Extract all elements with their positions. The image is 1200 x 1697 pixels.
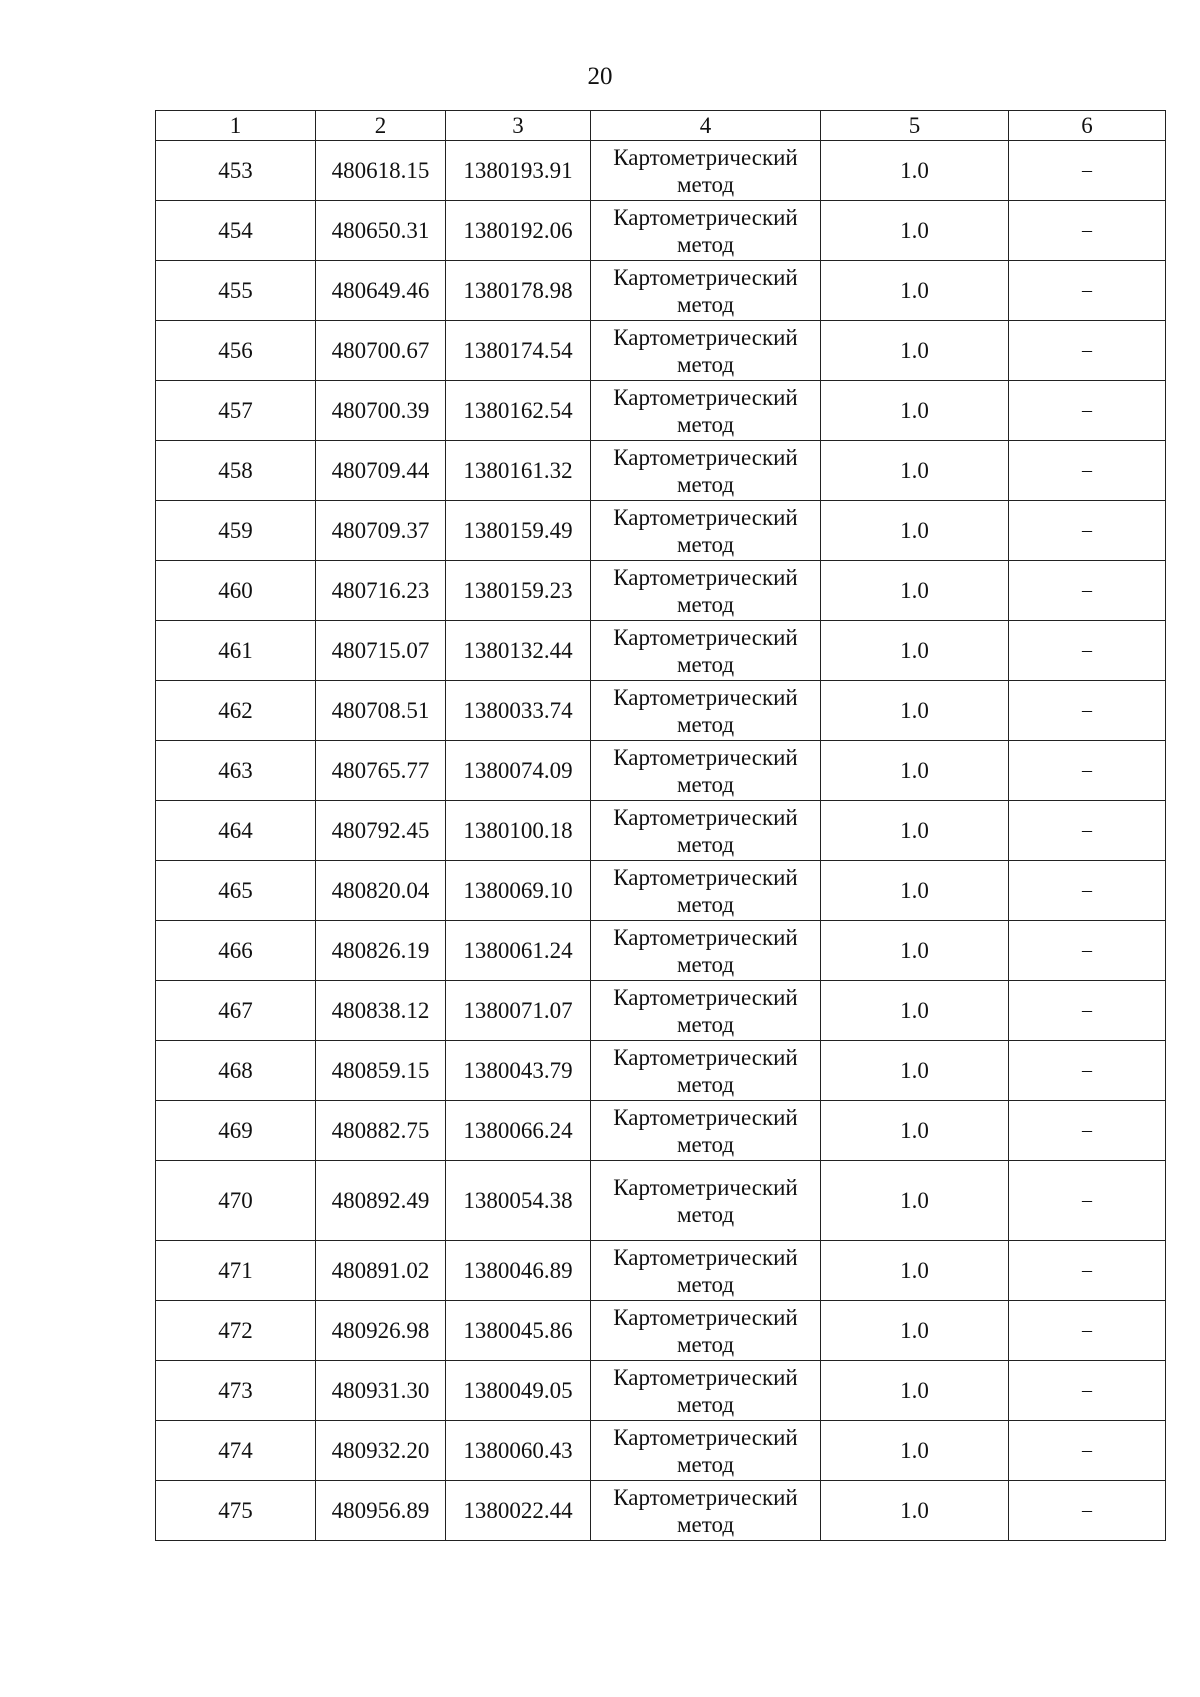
y-coordinate-cell: 1380132.44 [446, 621, 591, 681]
x-coordinate-cell: 480931.30 [316, 1361, 446, 1421]
table-row [156, 681, 1166, 741]
note-cell: – [1009, 141, 1166, 201]
method-cell: Картометрический метод [591, 801, 821, 861]
point-number-cell: 468 [156, 1041, 316, 1101]
x-coordinate-cell: 480618.15 [316, 141, 446, 201]
table-row [156, 561, 1166, 621]
column-header: 6 [1009, 111, 1166, 141]
note-cell: – [1009, 201, 1166, 261]
note-cell: – [1009, 381, 1166, 441]
y-coordinate-cell: 1380162.54 [446, 381, 591, 441]
y-coordinate-cell: 1380193.91 [446, 141, 591, 201]
table-row [156, 441, 1166, 501]
note-cell: – [1009, 1101, 1166, 1161]
x-coordinate-cell: 480838.12 [316, 981, 446, 1041]
table-row [156, 381, 1166, 441]
note-cell: – [1009, 1301, 1166, 1361]
column-header: 5 [821, 111, 1009, 141]
note-cell: – [1009, 441, 1166, 501]
point-number-cell: 464 [156, 801, 316, 861]
method-cell: Картометрический метод [591, 921, 821, 981]
column-header: 1 [156, 111, 316, 141]
table-row [156, 321, 1166, 381]
method-cell: Картометрический метод [591, 981, 821, 1041]
method-cell: Картометрический метод [591, 621, 821, 681]
note-cell: – [1009, 1161, 1166, 1241]
method-cell: Картометрический метод [591, 381, 821, 441]
x-coordinate-cell: 480649.46 [316, 261, 446, 321]
table-row [156, 921, 1166, 981]
accuracy-cell: 1.0 [821, 621, 1009, 681]
y-coordinate-cell: 1380071.07 [446, 981, 591, 1041]
point-number-cell: 457 [156, 381, 316, 441]
table-row [156, 201, 1166, 261]
note-cell: – [1009, 1041, 1166, 1101]
table-row [156, 861, 1166, 921]
method-cell: Картометрический метод [591, 1301, 821, 1361]
table-row [156, 621, 1166, 681]
method-cell: Картометрический метод [591, 1361, 821, 1421]
accuracy-cell: 1.0 [821, 141, 1009, 201]
table-row [156, 801, 1166, 861]
point-number-cell: 473 [156, 1361, 316, 1421]
coordinates-table [155, 110, 1166, 1541]
accuracy-cell: 1.0 [821, 981, 1009, 1041]
method-cell: Картометрический метод [591, 741, 821, 801]
table-row [156, 1481, 1166, 1541]
x-coordinate-cell: 480716.23 [316, 561, 446, 621]
table-row [156, 1361, 1166, 1421]
table-header-row [156, 111, 1166, 141]
x-coordinate-cell: 480700.39 [316, 381, 446, 441]
column-header: 3 [446, 111, 591, 141]
accuracy-cell: 1.0 [821, 381, 1009, 441]
note-cell: – [1009, 1421, 1166, 1481]
accuracy-cell: 1.0 [821, 1041, 1009, 1101]
point-number-cell: 472 [156, 1301, 316, 1361]
accuracy-cell: 1.0 [821, 681, 1009, 741]
method-cell: Картометрический метод [591, 1421, 821, 1481]
method-cell: Картометрический метод [591, 1481, 821, 1541]
note-cell: – [1009, 1481, 1166, 1541]
y-coordinate-cell: 1380049.05 [446, 1361, 591, 1421]
accuracy-cell: 1.0 [821, 1241, 1009, 1301]
point-number-cell: 470 [156, 1161, 316, 1241]
note-cell: – [1009, 861, 1166, 921]
x-coordinate-cell: 480932.20 [316, 1421, 446, 1481]
y-coordinate-cell: 1380159.49 [446, 501, 591, 561]
method-cell: Картометрический метод [591, 441, 821, 501]
y-coordinate-cell: 1380061.24 [446, 921, 591, 981]
point-number-cell: 458 [156, 441, 316, 501]
x-coordinate-cell: 480859.15 [316, 1041, 446, 1101]
point-number-cell: 471 [156, 1241, 316, 1301]
note-cell: – [1009, 681, 1166, 741]
point-number-cell: 455 [156, 261, 316, 321]
x-coordinate-cell: 480709.37 [316, 501, 446, 561]
y-coordinate-cell: 1380174.54 [446, 321, 591, 381]
y-coordinate-cell: 1380069.10 [446, 861, 591, 921]
note-cell: – [1009, 621, 1166, 681]
x-coordinate-cell: 480956.89 [316, 1481, 446, 1541]
note-cell: – [1009, 1361, 1166, 1421]
x-coordinate-cell: 480891.02 [316, 1241, 446, 1301]
y-coordinate-cell: 1380046.89 [446, 1241, 591, 1301]
method-cell: Картометрический метод [591, 141, 821, 201]
table-row [156, 1161, 1166, 1241]
table-row [156, 1241, 1166, 1301]
point-number-cell: 474 [156, 1421, 316, 1481]
table-row [156, 741, 1166, 801]
point-number-cell: 462 [156, 681, 316, 741]
y-coordinate-cell: 1380045.86 [446, 1301, 591, 1361]
note-cell: – [1009, 261, 1166, 321]
y-coordinate-cell: 1380192.06 [446, 201, 591, 261]
table-row [156, 981, 1166, 1041]
note-cell: – [1009, 321, 1166, 381]
accuracy-cell: 1.0 [821, 921, 1009, 981]
y-coordinate-cell: 1380100.18 [446, 801, 591, 861]
method-cell: Картометрический метод [591, 681, 821, 741]
y-coordinate-cell: 1380054.38 [446, 1161, 591, 1241]
y-coordinate-cell: 1380022.44 [446, 1481, 591, 1541]
accuracy-cell: 1.0 [821, 561, 1009, 621]
y-coordinate-cell: 1380060.43 [446, 1421, 591, 1481]
table-row [156, 1041, 1166, 1101]
accuracy-cell: 1.0 [821, 261, 1009, 321]
point-number-cell: 469 [156, 1101, 316, 1161]
table-row [156, 1301, 1166, 1361]
method-cell: Картометрический метод [591, 201, 821, 261]
x-coordinate-cell: 480708.51 [316, 681, 446, 741]
note-cell: – [1009, 741, 1166, 801]
note-cell: – [1009, 921, 1166, 981]
accuracy-cell: 1.0 [821, 1361, 1009, 1421]
accuracy-cell: 1.0 [821, 441, 1009, 501]
page-number: 20 [587, 63, 613, 90]
x-coordinate-cell: 480650.31 [316, 201, 446, 261]
x-coordinate-cell: 480882.75 [316, 1101, 446, 1161]
note-cell: – [1009, 561, 1166, 621]
accuracy-cell: 1.0 [821, 1101, 1009, 1161]
point-number-cell: 466 [156, 921, 316, 981]
point-number-cell: 465 [156, 861, 316, 921]
y-coordinate-cell: 1380033.74 [446, 681, 591, 741]
column-header: 2 [316, 111, 446, 141]
accuracy-cell: 1.0 [821, 201, 1009, 261]
point-number-cell: 475 [156, 1481, 316, 1541]
method-cell: Картометрический метод [591, 1161, 821, 1241]
table-row [156, 261, 1166, 321]
note-cell: – [1009, 1241, 1166, 1301]
accuracy-cell: 1.0 [821, 861, 1009, 921]
method-cell: Картометрический метод [591, 321, 821, 381]
accuracy-cell: 1.0 [821, 1421, 1009, 1481]
point-number-cell: 456 [156, 321, 316, 381]
column-header: 4 [591, 111, 821, 141]
table-body [156, 141, 1166, 1541]
y-coordinate-cell: 1380161.32 [446, 441, 591, 501]
y-coordinate-cell: 1380159.23 [446, 561, 591, 621]
point-number-cell: 461 [156, 621, 316, 681]
x-coordinate-cell: 480765.77 [316, 741, 446, 801]
table-row [156, 141, 1166, 201]
table-row [156, 1101, 1166, 1161]
point-number-cell: 460 [156, 561, 316, 621]
method-cell: Картометрический метод [591, 1101, 821, 1161]
accuracy-cell: 1.0 [821, 801, 1009, 861]
x-coordinate-cell: 480820.04 [316, 861, 446, 921]
point-number-cell: 453 [156, 141, 316, 201]
accuracy-cell: 1.0 [821, 1161, 1009, 1241]
accuracy-cell: 1.0 [821, 741, 1009, 801]
point-number-cell: 463 [156, 741, 316, 801]
table-row [156, 501, 1166, 561]
x-coordinate-cell: 480826.19 [316, 921, 446, 981]
point-number-cell: 467 [156, 981, 316, 1041]
table-row [156, 1421, 1166, 1481]
accuracy-cell: 1.0 [821, 501, 1009, 561]
method-cell: Картометрический метод [591, 1041, 821, 1101]
accuracy-cell: 1.0 [821, 1481, 1009, 1541]
y-coordinate-cell: 1380178.98 [446, 261, 591, 321]
x-coordinate-cell: 480926.98 [316, 1301, 446, 1361]
method-cell: Картометрический метод [591, 1241, 821, 1301]
accuracy-cell: 1.0 [821, 1301, 1009, 1361]
y-coordinate-cell: 1380074.09 [446, 741, 591, 801]
note-cell: – [1009, 801, 1166, 861]
y-coordinate-cell: 1380066.24 [446, 1101, 591, 1161]
note-cell: – [1009, 981, 1166, 1041]
accuracy-cell: 1.0 [821, 321, 1009, 381]
x-coordinate-cell: 480892.49 [316, 1161, 446, 1241]
x-coordinate-cell: 480715.07 [316, 621, 446, 681]
x-coordinate-cell: 480792.45 [316, 801, 446, 861]
method-cell: Картометрический метод [591, 261, 821, 321]
method-cell: Картометрический метод [591, 861, 821, 921]
x-coordinate-cell: 480700.67 [316, 321, 446, 381]
method-cell: Картометрический метод [591, 501, 821, 561]
y-coordinate-cell: 1380043.79 [446, 1041, 591, 1101]
x-coordinate-cell: 480709.44 [316, 441, 446, 501]
method-cell: Картометрический метод [591, 561, 821, 621]
note-cell: – [1009, 501, 1166, 561]
point-number-cell: 454 [156, 201, 316, 261]
point-number-cell: 459 [156, 501, 316, 561]
